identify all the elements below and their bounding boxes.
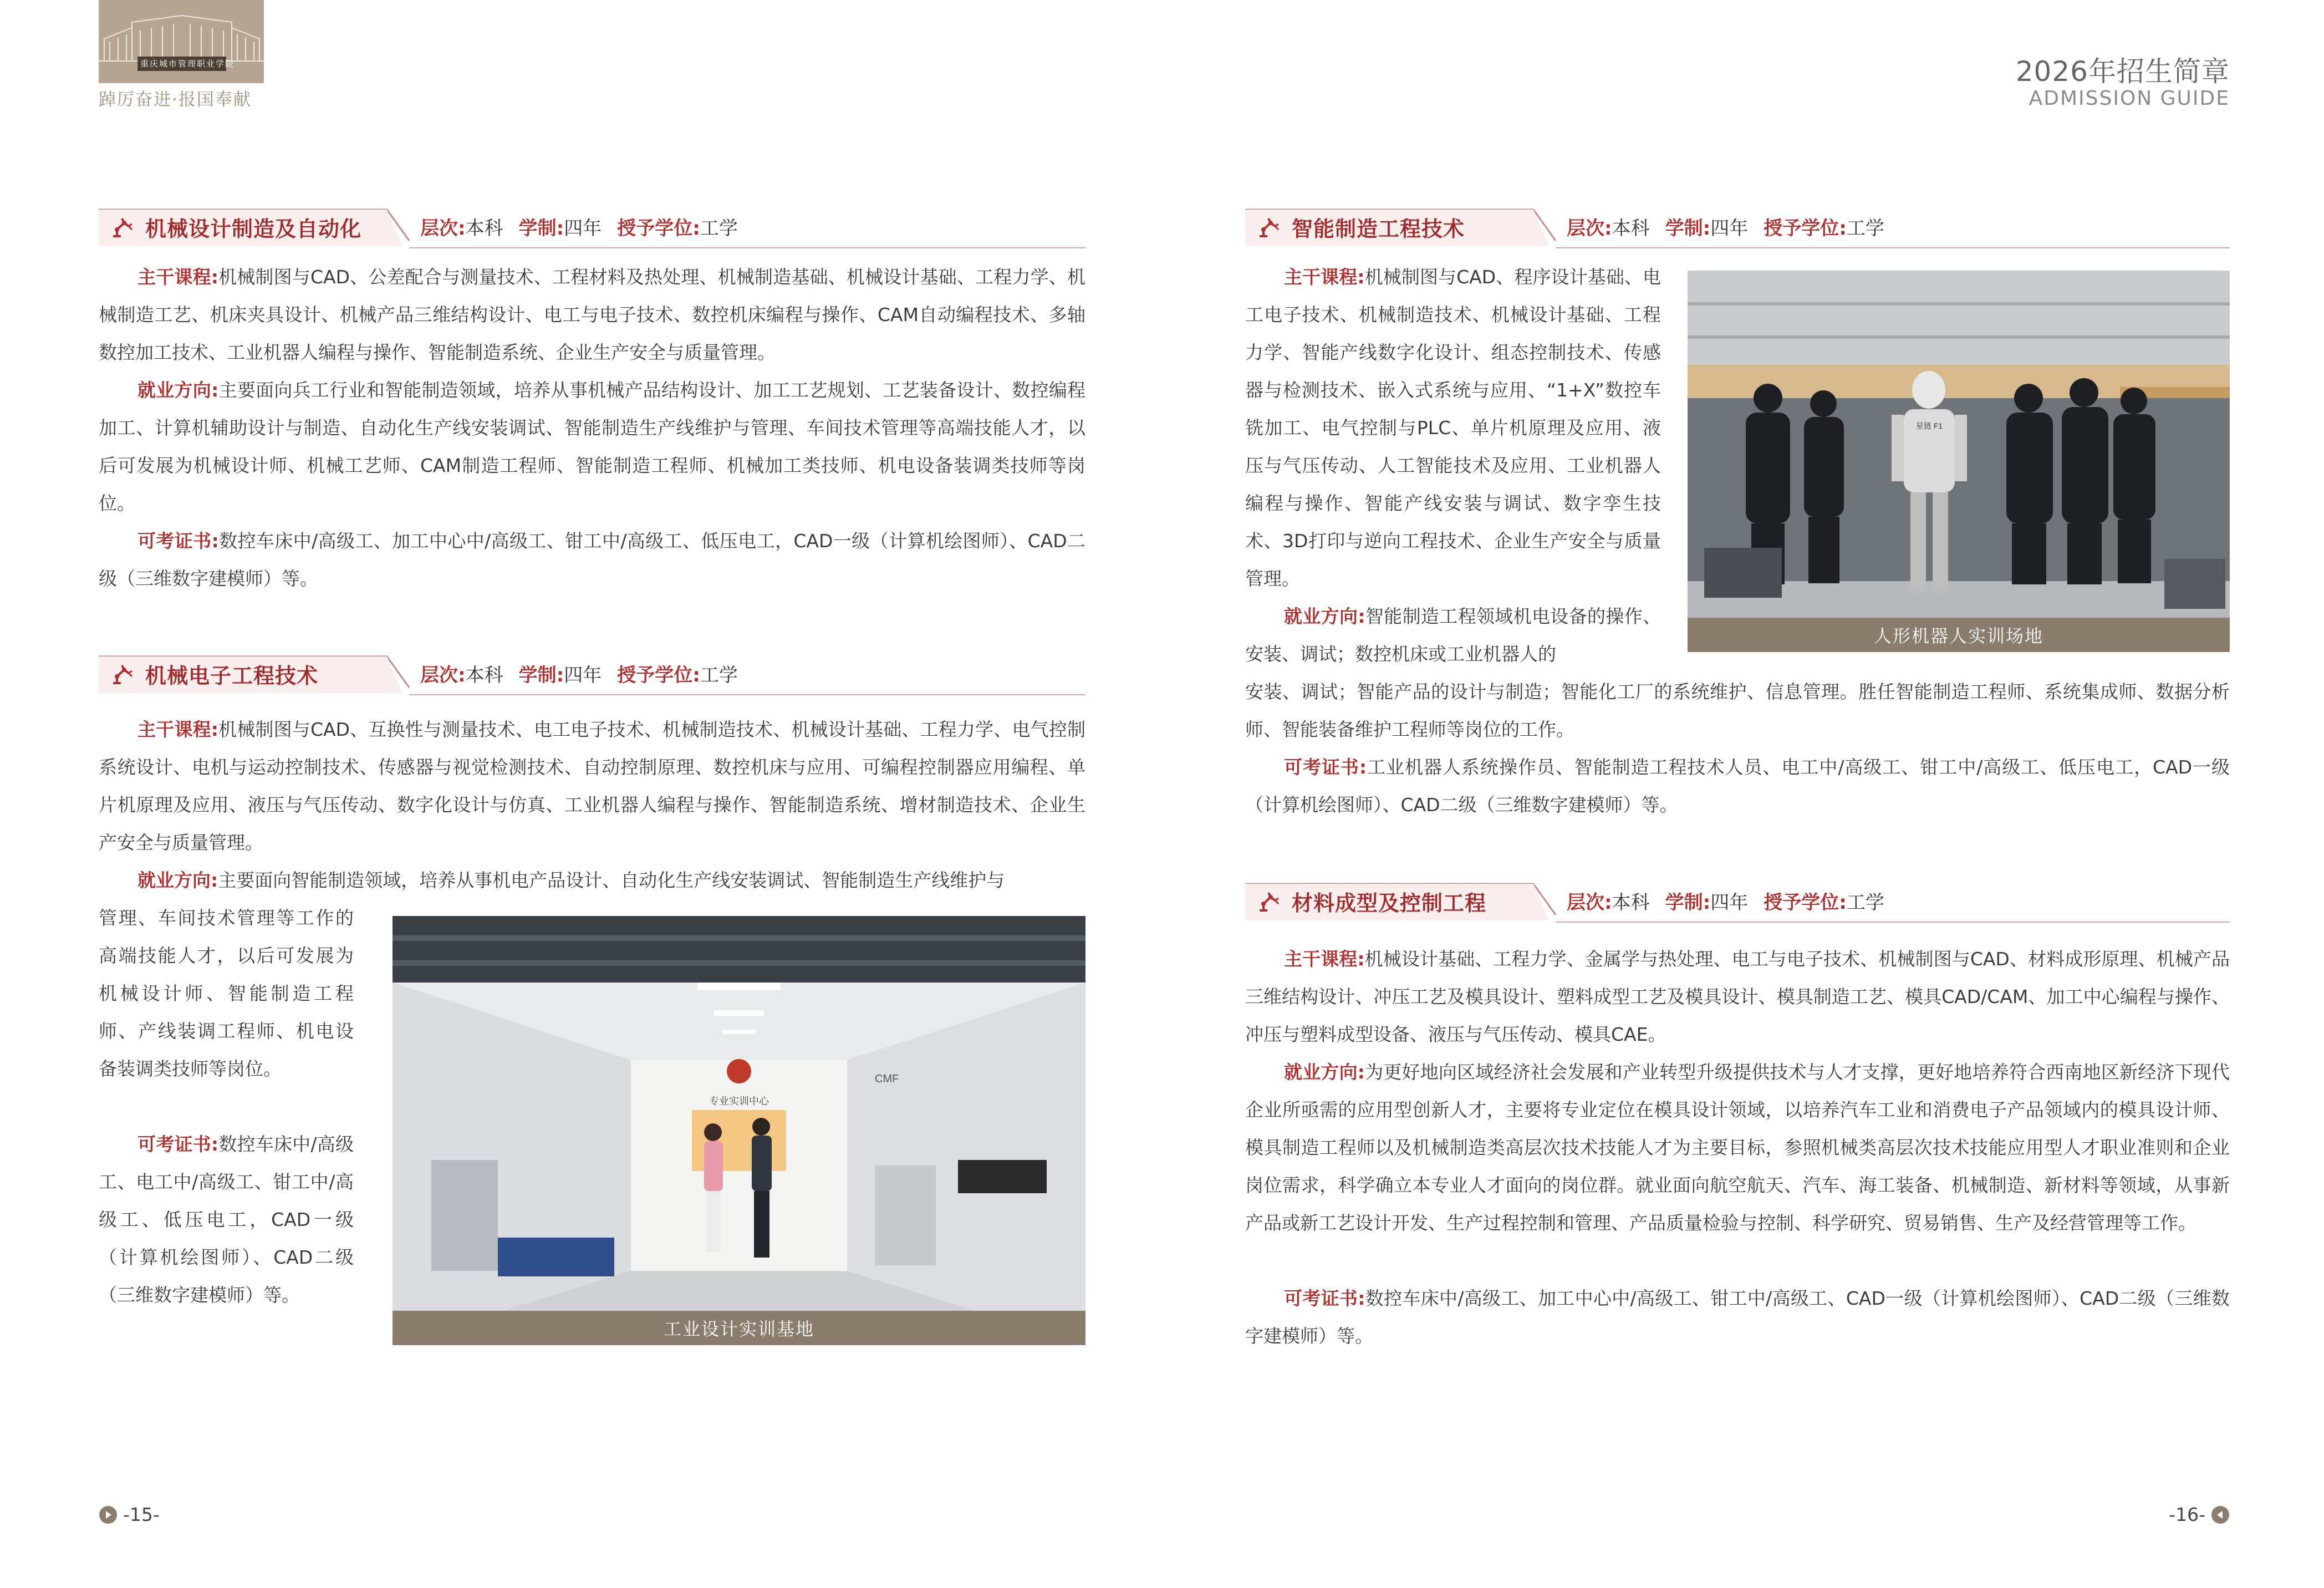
duration-value: 四年 bbox=[564, 217, 602, 240]
certs-text: 工业机器人系统操作员、智能制造工程技术人员、电工中/高级工、钳工中/高级工、低压电工，CAD一级（计算机绘图师）、CAD二级（三维数字建模师）等。 bbox=[1245, 756, 2230, 816]
courses-paragraph bbox=[1245, 940, 2230, 1053]
jobs-label: 就业方向: bbox=[137, 869, 218, 891]
certs-label: 可考证书: bbox=[1284, 756, 1367, 778]
certs-paragraph bbox=[1245, 1280, 2230, 1355]
level-label: 层次: bbox=[1567, 217, 1612, 240]
lab-sign-text: 专业实训中心 bbox=[709, 1096, 769, 1107]
certs-label: 可考证书: bbox=[137, 530, 219, 552]
section-rule bbox=[1556, 922, 2230, 923]
jobs-paragraph-cont bbox=[99, 899, 354, 1088]
duration-label: 学制: bbox=[518, 664, 564, 686]
certs-text: 数控车床中/高级工、加工中心中/高级工、钳工中/高级工、CAD一级（计算机绘图师）、CAD二级（三维数字建模师）等。 bbox=[1245, 1287, 2230, 1347]
degree-label: 授予学位: bbox=[617, 217, 700, 240]
photo-industrial-design-lab bbox=[393, 916, 1085, 1345]
section-title: 智能制造工程技术 bbox=[1292, 216, 1465, 241]
jobs-paragraph bbox=[99, 371, 1085, 522]
courses-label: 主干课程: bbox=[137, 266, 218, 288]
page-number-text: -15- bbox=[123, 1504, 160, 1525]
certs-paragraph bbox=[99, 1126, 354, 1314]
humanoid-robot-image bbox=[1688, 271, 2230, 652]
jobs-paragraph bbox=[1245, 598, 1661, 673]
courses-label: 主干课程: bbox=[1284, 948, 1365, 970]
section-header-mechatronics bbox=[99, 654, 1085, 695]
cmf-sign-text: CMF bbox=[875, 1073, 899, 1085]
courses-paragraph bbox=[99, 711, 1085, 862]
robot-arm-icon bbox=[110, 661, 135, 686]
courses-paragraph bbox=[99, 258, 1085, 371]
photo-humanoid-robot-lab bbox=[1688, 271, 2230, 652]
jobs-text: 主要面向智能制造领域，培养从事机电产品设计、自动化生产线安装调试、智能制造生产线维护与 bbox=[218, 869, 1005, 891]
level-label: 层次: bbox=[420, 664, 466, 686]
level-label: 层次: bbox=[420, 217, 466, 240]
level-label: 层次: bbox=[1567, 892, 1612, 914]
duration-label: 学制: bbox=[1665, 892, 1711, 914]
arrow-left-icon bbox=[2211, 1505, 2230, 1524]
duration-value: 四年 bbox=[564, 664, 602, 686]
courses-text: 机械制图与CAD、公差配合与测量技术、工程材料及热处理、机械制造基础、机械设计基础、工程力学、机械制造工艺、机床夹具设计、机械产品三维结构设计、电工与电子技术、数控机床编程与操作、CAM自动编程技术、多轴数控加工技术、工业机器人编程与操作、智能制造系统、企业生产安全与质量管理。 bbox=[99, 266, 1085, 363]
level-value: 本科 bbox=[465, 664, 503, 686]
section-meta bbox=[1567, 213, 1884, 240]
section-rule bbox=[1556, 247, 2230, 248]
degree-label: 授予学位: bbox=[1764, 217, 1847, 240]
page-number-text: -16- bbox=[2169, 1504, 2205, 1525]
school-logo-block bbox=[99, 0, 264, 83]
section-title: 机械电子工程技术 bbox=[145, 663, 319, 688]
arrow-right-icon bbox=[99, 1505, 118, 1524]
courses-text: 机械制图与CAD、互换性与测量技术、电工电子技术、机械制造技术、机械设计基础、工程力学、电气控制系统设计、电机与运动控制技术、传感器与视觉检测技术、自动控制原理、数控机床与应用、可编程控制器应用编程、单片机原理及应用、液压与气压传动、数字化设计与仿真、工业机器人编程与操作、智能制造系统、增材制造技术、企业生产安全与质量管理。 bbox=[99, 719, 1085, 853]
duration-value: 四年 bbox=[1710, 892, 1749, 914]
certs-text: 数控车床中/高级工、加工中心中/高级工、钳工中/高级工、低压电工，CAD一级（计算机绘图师）、CAD二级（三维数字建模师）等。 bbox=[99, 530, 1085, 589]
school-motto: 踔厉奋进·报国奉献 bbox=[99, 90, 252, 110]
lab-corridor-image bbox=[393, 916, 1085, 1345]
duration-value: 四年 bbox=[1710, 217, 1749, 240]
section-rule bbox=[409, 694, 1085, 695]
brochure-title-en: ADMISSION GUIDE bbox=[2029, 87, 2230, 110]
degree-value: 工学 bbox=[1846, 892, 1884, 914]
section-rule bbox=[409, 247, 1085, 248]
jobs-text-cont: 管理、车间技术管理等工作的高端技能人才，以后可发展为机械设计师、智能制造工程师、产线装调工程师、机电设备装调类技师等岗位。 bbox=[99, 907, 354, 1080]
page-number-right bbox=[2169, 1504, 2230, 1525]
courses-text: 机械设计基础、工程力学、金属学与热处理、电工与电子技术、机械制图与CAD、材料成形原理、机械产品三维结构设计、冲压工艺及模具设计、塑料成型工艺及模具设计、模具制造工艺、模具CAD/CAM、加工中心编程与操作、冲压与塑料成型设备、液压与气压传动、模具CAE。 bbox=[1245, 948, 2230, 1045]
courses-label: 主干课程: bbox=[137, 719, 218, 740]
robot-label-text: 星链 F1 bbox=[1915, 421, 1943, 430]
degree-label: 授予学位: bbox=[617, 664, 700, 686]
level-value: 本科 bbox=[1612, 892, 1650, 914]
certs-label: 可考证书: bbox=[137, 1133, 219, 1155]
level-value: 本科 bbox=[465, 217, 503, 240]
courses-label: 主干课程: bbox=[1284, 266, 1365, 288]
section-header-material-forming bbox=[1245, 882, 2230, 923]
jobs-label: 就业方向: bbox=[1284, 1061, 1365, 1083]
jobs-paragraph bbox=[99, 862, 1085, 899]
section-header-mechanical-design bbox=[99, 207, 1085, 248]
robot-arm-icon bbox=[1256, 214, 1282, 240]
level-value: 本科 bbox=[1612, 217, 1650, 240]
section-meta bbox=[1567, 887, 1884, 914]
robot-arm-icon bbox=[1256, 888, 1282, 914]
jobs-paragraph bbox=[1245, 1053, 2230, 1242]
section-title: 材料成型及控制工程 bbox=[1292, 890, 1487, 915]
brochure-title bbox=[2016, 55, 2230, 110]
jobs-text: 智能制造工程领域机电设备的操作、安装、调试；数控机床或工业机器人的 bbox=[1245, 605, 1661, 665]
jobs-paragraph-cont bbox=[1245, 673, 2230, 749]
section-header-intelligent-manufacturing bbox=[1245, 207, 2230, 248]
section-meta bbox=[420, 660, 738, 687]
jobs-label: 就业方向: bbox=[1284, 605, 1365, 627]
certs-text: 数控车床中/高级工、电工中/高级工、钳工中/高级工、低压电工，CAD一级（计算机绘图师）、CAD二级（三维数字建模师）等。 bbox=[99, 1133, 354, 1306]
degree-value: 工学 bbox=[700, 664, 738, 686]
certs-paragraph bbox=[1245, 749, 2230, 824]
degree-label: 授予学位: bbox=[1764, 892, 1847, 914]
jobs-text: 为更好地向区域经济社会发展和产业转型升级提供技术与人才支撑，更好地培养符合西南地区新经济下现代企业所亟需的应用型创新人才，主要将专业定位在模具设计领域，以培养汽车工业和消费电子产品领域内的模具设计师、模具制造工程师以及机械制造类高层次技术技能人才为主要目标，参照机械类高层次技术技能应用型人才职业准则和企业岗位需求，科学确立本专业人才面向的岗位群。就业面向航空航天、汽车、海工装备、机械制造、新材料等领域，从事新产品或新工艺设计开发、生产过程控制和管理、产品质量检验与控制、科学研究、贸易销售、生产及经营管理等工作。 bbox=[1245, 1061, 2230, 1234]
certs-label: 可考证书: bbox=[1284, 1287, 1365, 1309]
certs-paragraph bbox=[99, 522, 1085, 598]
section-title: 机械设计制造及自动化 bbox=[145, 216, 362, 241]
school-name-logo: 重庆城市管理职业学院 bbox=[140, 59, 235, 69]
degree-value: 工学 bbox=[1846, 217, 1884, 240]
duration-label: 学制: bbox=[1665, 217, 1711, 240]
courses-text: 机械制图与CAD、程序设计基础、电工电子技术、机械制造技术、机械设计基础、工程力学、智能产线数字化设计、组态控制技术、传感器与检测技术、嵌入式系统与应用、“1+X”数控车铣加工、电气控制与PLC、单片机原理及应用、液压与气压传动、人工智能技术及应用、工业机器人编程与操作、智能产线安装与调试、数字孪生技术、3D打印与逆向工程技术、企业生产安全与质量管理。 bbox=[1245, 266, 1661, 589]
jobs-text: 主要面向兵工行业和智能制造领域，培养从事机械产品结构设计、加工工艺规划、工艺装备设计、数控编程加工、计算机辅助设计与制造、自动化生产线安装调试、智能制造生产线维护与管理、车间技术管理等高端技能人才，以后可发展为机械设计师、机械工艺师、CAM制造工程师、智能制造工程师、机械加工类技师、机电设备装调类技师等岗位。 bbox=[99, 379, 1085, 514]
photo-caption: 工业设计实训基地 bbox=[393, 1311, 1085, 1345]
photo-caption: 人形机器人实训场地 bbox=[1688, 618, 2230, 652]
courses-paragraph bbox=[1245, 258, 1661, 598]
brochure-title-cn: 2026年招生简章 bbox=[2015, 55, 2230, 88]
robot-arm-icon bbox=[110, 214, 135, 240]
section-meta bbox=[420, 213, 738, 240]
jobs-text-cont: 安装、调试；智能产品的设计与制造；智能化工厂的系统维护、信息管理。胜任智能制造工程师、系统集成师、数据分析师、智能装备维护工程师等岗位的工作。 bbox=[1245, 681, 2230, 740]
degree-value: 工学 bbox=[700, 217, 738, 240]
page-number-left bbox=[99, 1504, 160, 1525]
jobs-label: 就业方向: bbox=[137, 379, 219, 401]
campus-building-icon bbox=[99, 11, 264, 83]
duration-label: 学制: bbox=[518, 217, 564, 240]
